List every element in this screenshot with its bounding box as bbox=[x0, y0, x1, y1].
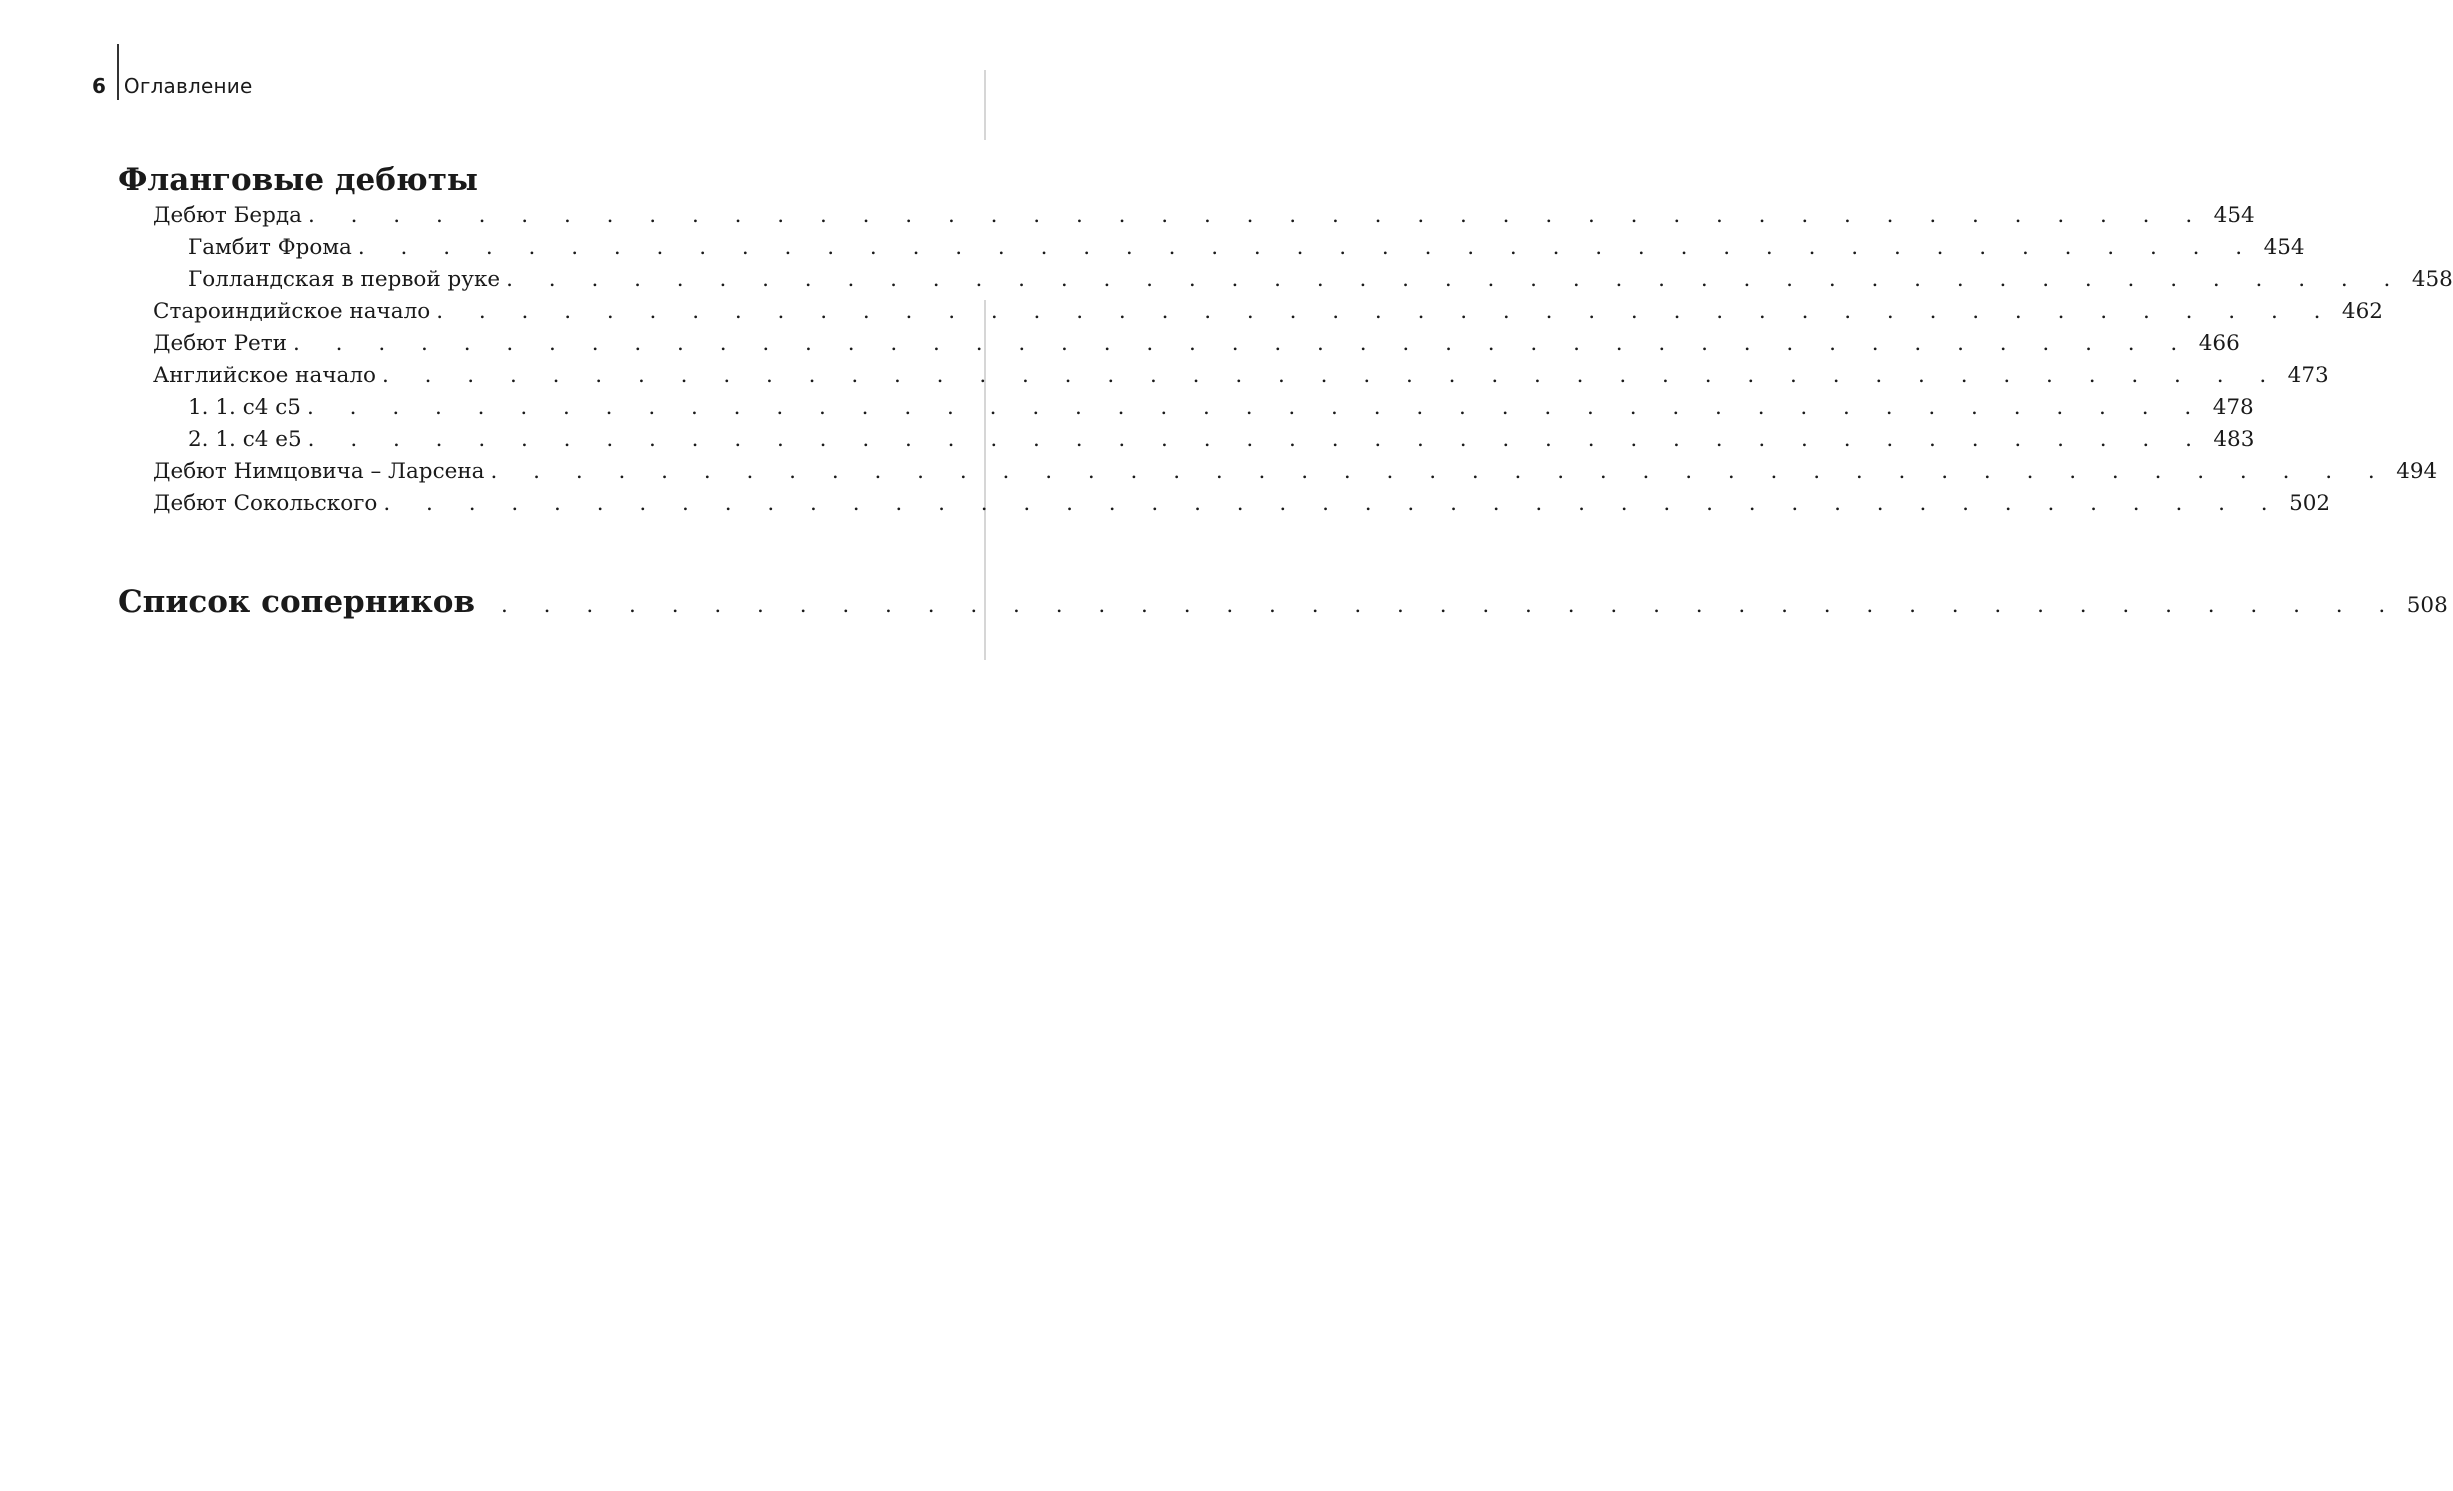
toc-leader-dots: . . . . . . . . . . . . . . . . . . . . . . . . . . . . . . . . . . . . . . . . . . . . . bbox=[383, 491, 2283, 516]
scan-edge-mark bbox=[984, 70, 986, 140]
toc-entry-label: Дебют Берда bbox=[153, 203, 302, 228]
toc-entry-page: 478 bbox=[2212, 395, 2254, 420]
toc-leader-dots: . . . . . . . . . . . . . . . . . . . . . . . . . . . . . . . . . . . . . . . . . . . . . bbox=[501, 593, 2400, 618]
toc-chapter-title: Список соперников bbox=[118, 584, 476, 620]
toc-leader-dots: . . . . . . . . . . . . . . . . . . . . . . . . . . . . . . . . . . . . . . . . . . . . . bbox=[307, 427, 2207, 452]
running-title: Оглавление bbox=[123, 74, 253, 98]
toc-entry-page: 502 bbox=[2289, 491, 2331, 516]
toc-entry-page: 454 bbox=[2213, 203, 2255, 228]
toc-entry-label: Голландская в первой руке bbox=[188, 267, 501, 292]
toc-entry[interactable] bbox=[188, 264, 2453, 296]
toc-entry-page: 466 bbox=[2198, 331, 2240, 356]
toc-entry[interactable] bbox=[153, 488, 2331, 520]
section-title: Фланговые дебюты bbox=[118, 162, 478, 198]
toc-entry[interactable] bbox=[153, 328, 2240, 360]
toc-entry-page: 454 bbox=[2263, 235, 2305, 260]
toc-entry-page: 458 bbox=[2411, 267, 2453, 292]
toc-entry-label: Староиндийское начало bbox=[153, 299, 431, 324]
toc-entry-page: 494 bbox=[2396, 459, 2438, 484]
toc-leader-dots: . . . . . . . . . . . . . . . . . . . . . . . . . . . . . . . . . . . . . . . . . . . . . bbox=[293, 331, 2192, 356]
toc-entry-page: 508 bbox=[2406, 593, 2448, 618]
toc-leader-dots: . . . . . . . . . . . . . . . . . . . . . . . . . . . . . . . . . . . . . . . . . . . . . bbox=[436, 299, 2335, 324]
toc-leader-dots: . . . . . . . . . . . . . . . . . . . . . . . . . . . . . . . . . . . . . . . . . . . . . bbox=[307, 203, 2207, 228]
toc-entry-page: 473 bbox=[2287, 363, 2329, 388]
toc-leader-dots: . . . . . . . . . . . . . . . . . . . . . . . . . . . . . . . . . . . . . . . . . . . . . bbox=[357, 235, 2257, 260]
toc-entry[interactable] bbox=[153, 456, 2438, 488]
toc-entry-label: Дебют Сокольского bbox=[153, 491, 378, 516]
toc-entry[interactable] bbox=[153, 200, 2255, 232]
toc-leader-dots: . . . . . . . . . . . . . . . . . . . . . . . . . . . . . . . . . . . . . . . . . . . . . bbox=[306, 395, 2206, 420]
toc-leader-dots: . . . . . . . . . . . . . . . . . . . . . . . . . . . . . . . . . . . . . . . . . . . . . bbox=[490, 459, 2390, 484]
toc-entry-label: Английское начало bbox=[153, 363, 376, 388]
running-header bbox=[92, 68, 252, 104]
toc-entry-label: 2. 1. c4 e5 bbox=[188, 427, 302, 452]
toc-entry[interactable] bbox=[188, 424, 2255, 456]
toc-entry-label: 1. 1. c4 c5 bbox=[188, 395, 301, 420]
toc-entry-label: Дебют Рети bbox=[153, 331, 288, 356]
toc-entry-page: 462 bbox=[2341, 299, 2383, 324]
toc-entry[interactable] bbox=[153, 296, 2383, 328]
header-divider bbox=[117, 44, 119, 100]
toc-entry-label: Гамбит Фрома bbox=[188, 235, 352, 260]
toc-entry-opponents[interactable] bbox=[118, 580, 2448, 624]
toc-entry-page: 483 bbox=[2213, 427, 2255, 452]
toc-leader-dots: . . . . . . . . . . . . . . . . . . . . . . . . . . . . . . . . . . . . . . . . . . . . . bbox=[506, 267, 2405, 292]
toc-entry-label: Дебют Нимцовича – Ларсена bbox=[153, 459, 485, 484]
page-number: 6 bbox=[92, 74, 106, 98]
toc-entry[interactable] bbox=[188, 392, 2254, 424]
toc-leader-dots: . . . . . . . . . . . . . . . . . . . . . . . . . . . . . . . . . . . . . . . . . . . . . bbox=[381, 363, 2281, 388]
toc-entry[interactable] bbox=[153, 360, 2329, 392]
toc-entry[interactable] bbox=[188, 232, 2305, 264]
